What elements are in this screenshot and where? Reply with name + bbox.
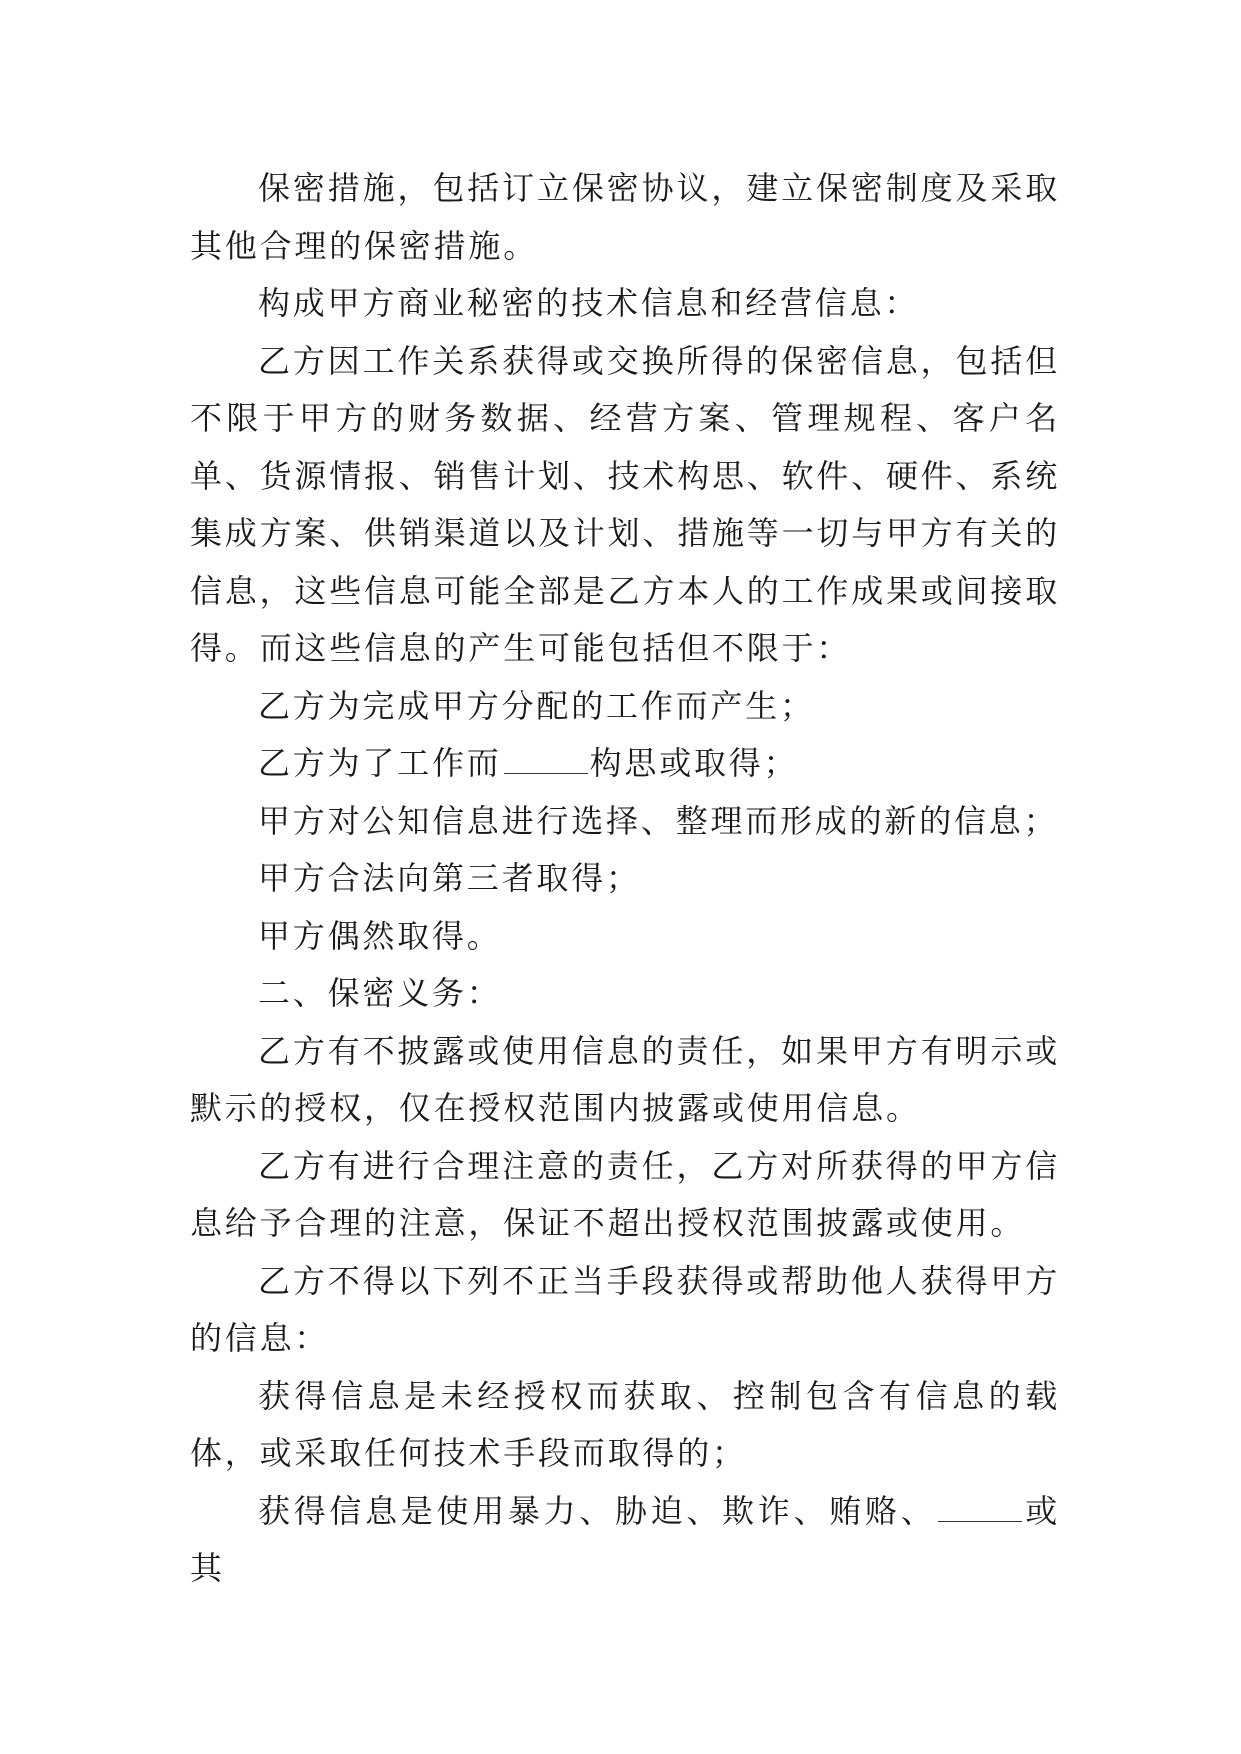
fill-in-blank <box>504 749 588 774</box>
document-body <box>190 160 1060 1598</box>
paragraph: 乙方不得以下列不正当手段获得或帮助他人获得甲方的信息： <box>190 1261 1060 1357</box>
paragraph: 甲方对公知信息进行选择、整理而形成的新的信息； <box>258 801 1059 840</box>
paragraph: 获得信息是未经授权而获取、控制包含有信息的载体，或采取任何技术手段而取得的； <box>190 1376 1060 1472</box>
paragraph: 构成甲方商业秘密的技术信息和经营信息： <box>258 284 920 322</box>
paragraph: 甲方合法向第三者取得； <box>258 859 641 897</box>
paragraph: 甲方偶然取得。 <box>258 916 502 955</box>
paragraph: 乙方有不披露或使用信息的责任，如果甲方有明示或默示的授权，仅在授权范围内披露或使用信息。 <box>190 1031 1060 1127</box>
paragraph: 获得信息是使用暴力、胁迫、欺诈、贿赂、 或其 <box>190 1491 1060 1587</box>
paragraph: 乙方有进行合理注意的责任，乙方对所获得的甲方信息给予合理的注意，保证不超出授权范围披露或使用。 <box>190 1146 1060 1242</box>
paragraph: 乙方因工作关系获得或交换所得的保密信息，包括但不限于甲方的财务数据、经营方案、管理规程、客户名单、货源情报、销售计划、技术构思、软件、硬件、系统集成方案、供销渠道以及计划、措施等一切与甲方有关的信息，这些信息可能全部是乙方本人的工作成果或间接取得。而这些信息的产生可能包括但不限于： <box>190 341 1061 667</box>
fill-in-blank <box>938 1497 1022 1522</box>
section-heading: 二、保密义务： <box>258 974 502 1012</box>
paragraph: 乙方为完成甲方分配的工作而产生； <box>258 686 815 725</box>
paragraph: 保密措施，包括订立保密协议，建立保密制度及采取其他合理的保密措施。 <box>190 169 1060 265</box>
paragraph: 乙方为了工作而 构思或取得； <box>258 744 799 782</box>
